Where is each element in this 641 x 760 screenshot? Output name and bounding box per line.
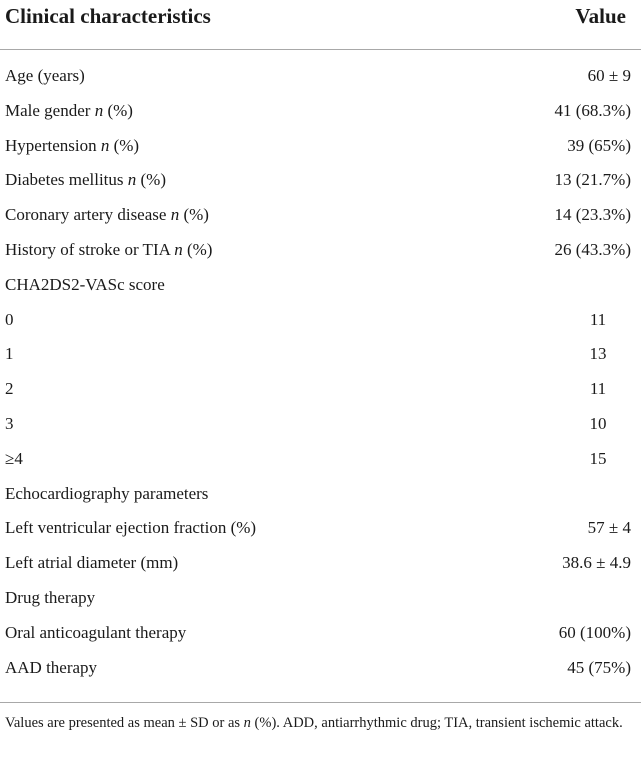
row-label: 0: [5, 309, 14, 329]
table-row: [0, 616, 641, 651]
table-row: [0, 303, 641, 338]
row-value: 60 (100%): [558, 622, 631, 642]
table-row: [0, 129, 641, 164]
row-label: Oral anticoagulant therapy: [5, 622, 187, 642]
row-label: Coronary artery disease n (%): [5, 205, 209, 225]
table-row: [0, 198, 641, 233]
footer-divider: [0, 702, 641, 703]
column-header-characteristics: Clinical characteristics: [5, 4, 211, 28]
table-row: [0, 337, 641, 372]
table-row-section: [0, 581, 641, 616]
column-header-value: Value: [575, 4, 626, 28]
row-label: Left atrial diameter (mm): [5, 553, 179, 573]
table-row: [0, 233, 641, 268]
row-value: 41 (68.3%): [554, 100, 631, 120]
section-label: Drug therapy: [5, 587, 96, 607]
section-label: CHA2DS2-VASc score: [5, 274, 165, 294]
row-value: 15: [589, 448, 607, 468]
row-value: 13: [589, 344, 607, 364]
row-value: 39 (65%): [567, 135, 631, 155]
table-row-section: [0, 268, 641, 303]
table-row: [0, 372, 641, 407]
table-row: [0, 511, 641, 546]
row-value: 10: [589, 413, 607, 433]
row-value: 26 (43.3%): [554, 239, 631, 259]
table-row-section: [0, 477, 641, 512]
row-value: 60 ± 9: [587, 66, 631, 85]
row-value: 14 (23.3%): [554, 205, 631, 225]
row-label: ≥4: [5, 448, 23, 468]
table-row: [0, 442, 641, 477]
table-row: [0, 163, 641, 198]
header-divider: [0, 49, 641, 50]
table-row: [0, 94, 641, 129]
row-label: Age (years): [5, 66, 85, 85]
row-label: Left ventricular ejection fraction (%): [5, 518, 257, 538]
row-value: 13 (21.7%): [554, 170, 631, 190]
table-row: [0, 651, 641, 686]
row-value: 38.6 ± 4.9: [562, 553, 631, 573]
row-label: Male gender n (%): [5, 100, 133, 120]
table-row: [0, 546, 641, 581]
row-label: 3: [5, 413, 14, 433]
row-value: 11: [589, 379, 607, 399]
table-header: [0, 0, 641, 50]
italic-n: n: [94, 100, 104, 120]
table-row: [0, 59, 641, 94]
table-row: [0, 407, 641, 442]
row-label: Diabetes mellitus n (%): [5, 170, 166, 190]
row-value: 11: [589, 309, 607, 329]
row-label: 1: [5, 344, 14, 364]
section-label: Echocardiography parameters: [5, 483, 209, 503]
row-label: 2: [5, 379, 14, 399]
row-value: 45 (75%): [567, 657, 631, 677]
row-value: 57 ± 4: [587, 518, 631, 538]
row-label: History of stroke or TIA n (%): [5, 239, 213, 259]
row-label: Hypertension n (%): [5, 135, 140, 155]
row-label: AAD therapy: [5, 657, 98, 677]
table-body: [0, 59, 641, 685]
table-footnote: Values are presented as mean ± SD or as n (%). ADD, antiarrhythmic drug; TIA, transient ischemic attack.: [5, 715, 623, 731]
